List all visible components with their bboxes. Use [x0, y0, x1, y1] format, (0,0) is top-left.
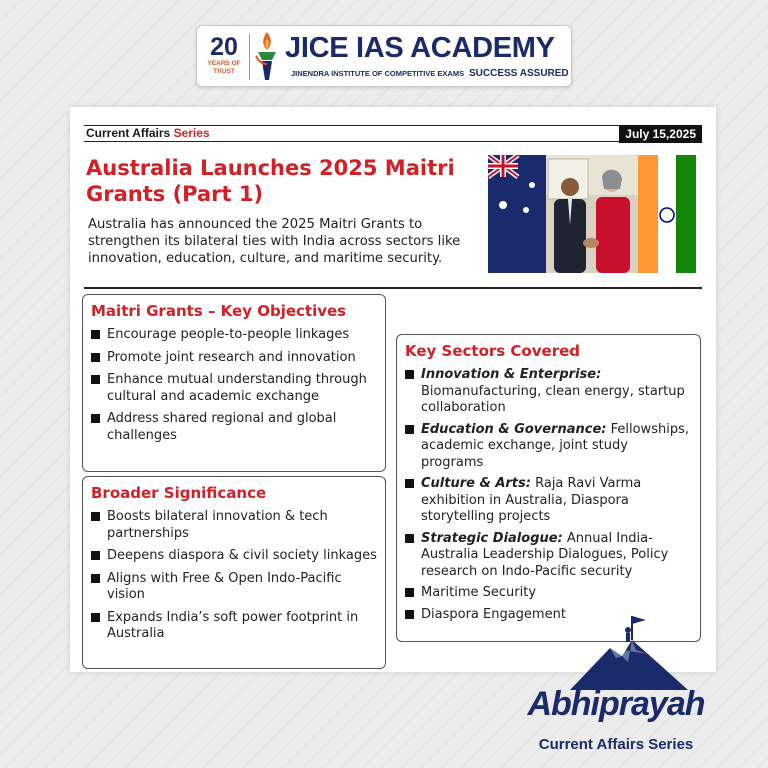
objectives-box: [82, 294, 386, 472]
academy-tagline: SUCCESS ASSURED: [469, 68, 569, 79]
ministers-photo: [488, 155, 696, 273]
list-item: Encourage people-to-people linkages: [91, 327, 377, 344]
significance-list: [91, 509, 377, 643]
list-item: Aligns with Free & Open Indo-Pacific vision: [91, 571, 377, 604]
footer-series-label: Current Affairs Series: [538, 736, 694, 753]
intro-paragraph: Australia has announced the 2025 Maitri Grants to strengthen its bilateral ties with India across sectors like innovation, education, culture, and maritime security.: [88, 217, 461, 266]
square-bullet-icon: [405, 588, 414, 597]
torch-icon: [253, 30, 281, 84]
series-label: [86, 126, 210, 141]
sectors-list: [405, 367, 692, 623]
square-bullet-icon: [91, 414, 100, 423]
years-number: 20: [210, 33, 238, 61]
list-item: Expands India’s soft power footprint in Australia: [91, 610, 377, 643]
list-item: Enhance mutual understanding through cultural and academic exchange: [91, 372, 377, 405]
academy-name: JICE IAS ACADEMY: [285, 32, 555, 64]
logo-separator: [249, 34, 250, 80]
series-prefix: Current Affairs: [86, 126, 171, 140]
date-badge: July 15,2025: [619, 125, 702, 143]
years-text: YEARS OF TRUST: [207, 60, 241, 75]
square-bullet-icon: [405, 610, 414, 619]
headline: Australia Launches 2025 Maitri Grants (Part 1): [86, 156, 455, 206]
square-bullet-icon: [405, 370, 414, 379]
list-item: Education & Governance: Fellowships, academic exchange, joint study programs: [405, 422, 692, 472]
list-item: Boosts bilateral innovation & tech partnerships: [91, 509, 377, 542]
list-item: Strategic Dialogue: Annual India-Australia Leadership Dialogues, Policy research on Indo-Pacific security: [405, 531, 692, 581]
significance-box: [82, 476, 386, 669]
academy-logo: [196, 25, 572, 87]
list-item: Promote joint research and innovation: [91, 350, 377, 367]
years-of-trust-badge: [203, 34, 245, 76]
abhiprayah-brand: Abhiprayah: [527, 685, 705, 723]
square-bullet-icon: [405, 479, 414, 488]
square-bullet-icon: [405, 425, 414, 434]
list-item: Innovation & Enterprise: Biomanufacturing, clean energy, startup collaboration: [405, 367, 692, 417]
list-item: Address shared regional and global challenges: [91, 411, 377, 444]
square-bullet-icon: [91, 512, 100, 521]
list-item: Maritime Security: [405, 585, 692, 602]
square-bullet-icon: [91, 375, 100, 384]
square-bullet-icon: [91, 551, 100, 560]
list-item: Deepens diaspora & civil society linkages: [91, 548, 377, 565]
square-bullet-icon: [91, 613, 100, 622]
mountain-flag-icon: [570, 610, 688, 690]
objectives-title: Maitri Grants – Key Objectives: [91, 302, 347, 320]
square-bullet-icon: [91, 574, 100, 583]
square-bullet-icon: [91, 330, 100, 339]
list-item: Culture & Arts: Raja Ravi Varma exhibition in Australia, Diaspora storytelling projects: [405, 476, 692, 526]
series-bar: [84, 125, 702, 142]
objectives-list: [91, 327, 377, 444]
significance-title: Broader Significance: [91, 484, 267, 502]
square-bullet-icon: [91, 353, 100, 362]
section-divider: [84, 287, 702, 289]
academy-subtitle: JINENDRA INSTITUTE OF COMPETITIVE EXAMS: [291, 69, 465, 78]
square-bullet-icon: [405, 534, 414, 543]
article-card: [70, 107, 716, 672]
list-item: Diaspora Engagement: [405, 607, 692, 624]
sectors-box: [396, 334, 701, 642]
series-suffix: Series: [173, 126, 210, 140]
sectors-title: Key Sectors Covered: [405, 342, 580, 360]
